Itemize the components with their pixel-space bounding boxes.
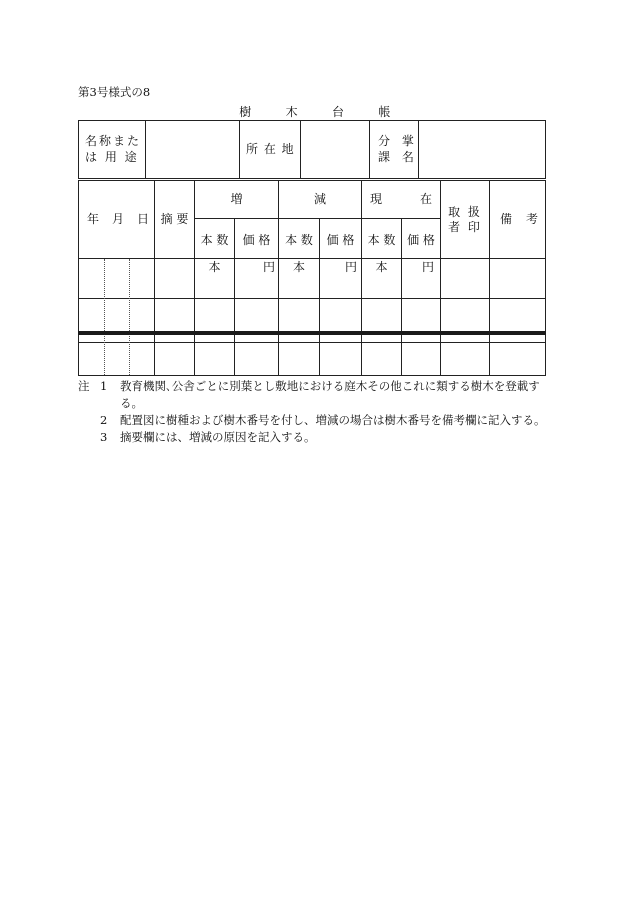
increase-header: 増 [230, 192, 243, 206]
increase-price-header: 価 格 [242, 233, 271, 247]
handler-header-line1: 取 扱 [448, 205, 482, 219]
note-number: 1 [100, 379, 108, 393]
decrease-header: 減 [313, 192, 326, 206]
title-char-4: 帳 [378, 105, 391, 119]
location-label: 所 在 地 [246, 142, 295, 156]
ledger-table [78, 180, 546, 376]
date-header: 年 月 日 [87, 212, 149, 226]
note-number: 3 [100, 430, 108, 444]
summary-header: 摘 要 [160, 212, 189, 226]
increase-count-unit: 本 [208, 260, 221, 274]
note-text: 摘要欄には、増減の原因を記入する。 [120, 430, 316, 444]
name-value-cell[interactable] [146, 121, 239, 178]
title-char-3: 台 [332, 105, 345, 119]
increase-count-header: 本 数 [200, 233, 229, 247]
increase-price-unit: 円 [263, 260, 276, 274]
note-item-3 [78, 429, 556, 446]
note-text: 教育機関､公舎ごとに別葉とし敷地における庭木その他これに類する樹木を登載する。 [120, 379, 540, 410]
decrease-price-header: 価 格 [326, 233, 355, 247]
current-price-unit: 円 [422, 260, 435, 274]
form-number: 第3号様式の8 [78, 85, 151, 99]
note-number: 2 [100, 413, 108, 427]
name-label-line1: 名称また [85, 134, 142, 148]
continuation-separator [78, 331, 546, 335]
decrease-price-unit: 円 [345, 260, 358, 274]
current-count-header: 本 数 [367, 233, 396, 247]
current-count-unit: 本 [375, 260, 388, 274]
title-char-2: 木 [285, 105, 298, 119]
remarks-header: 備 考 [500, 212, 538, 226]
handler-header-line2: 者 印 [448, 220, 482, 234]
note-item-1 [78, 378, 556, 412]
name-label-line2: は 用 途 [85, 150, 139, 164]
location-value-cell[interactable] [301, 121, 369, 178]
header-table [78, 120, 546, 179]
decrease-count-unit: 本 [292, 260, 305, 274]
notes [78, 378, 556, 446]
title-char-1: 樹 [239, 105, 252, 119]
form-title [0, 103, 630, 120]
note-text: 配置図に樹種および樹木番号を付し、増減の場合は樹木番号を備考欄に記入する。 [120, 413, 546, 427]
note-mark: 注 [78, 379, 90, 393]
current-price-header: 価 格 [407, 233, 435, 247]
division-value-cell[interactable] [419, 121, 545, 178]
current-header: 現 在 [370, 192, 432, 206]
note-item-2 [78, 412, 556, 429]
division-label-line1: 分 掌 [378, 134, 418, 148]
decrease-count-header: 本 数 [285, 233, 313, 247]
division-label-line2: 課 名 [378, 150, 418, 164]
